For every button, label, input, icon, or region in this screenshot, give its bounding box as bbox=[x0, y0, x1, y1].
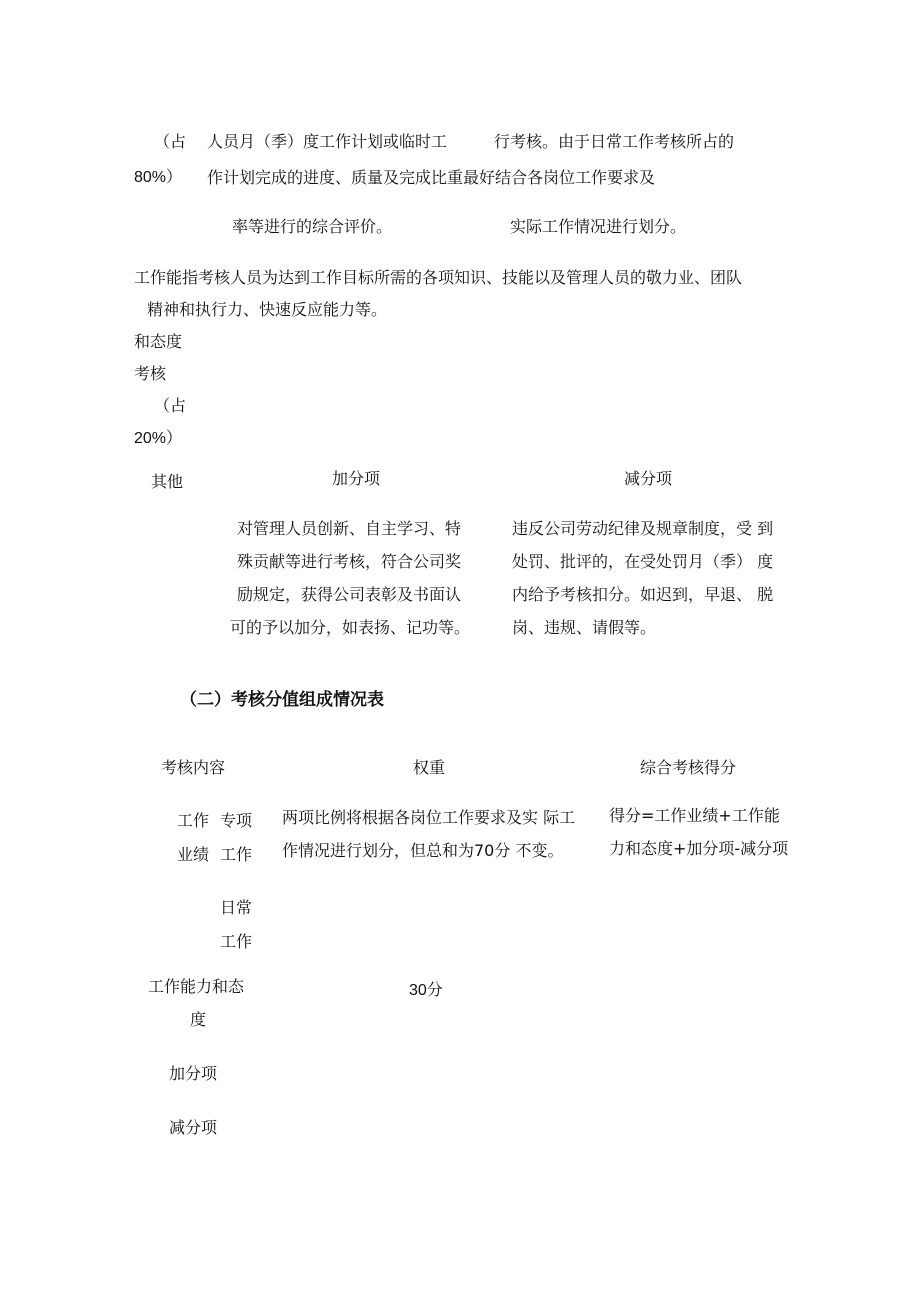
special-work-label-1: 专项 bbox=[220, 811, 253, 830]
score-formula: 得分=工作业绩+工作能力和态度+加分项-减分项 bbox=[609, 806, 789, 858]
share-label-open-2: （占 bbox=[154, 396, 187, 415]
header-content: 考核内容 bbox=[161, 758, 226, 777]
header-score: 综合考核得分 bbox=[640, 758, 737, 777]
routine-work-desc-line2: 作计划完成的进度、质量及完成比重最好结合各岗位工作要求及 bbox=[207, 168, 656, 187]
share-label-open: （占 bbox=[154, 132, 187, 151]
bonus-header: 加分项 bbox=[332, 469, 381, 488]
routine-work-desc-line1: 人员月（季）度工作计划或临时工 bbox=[207, 132, 448, 151]
ability-label-attitude: 和态度 bbox=[134, 332, 183, 351]
bonus-desc-line4: 可的予以加分，如表扬、记功等。 bbox=[230, 618, 471, 637]
routine-work-desc-line3: 率等进行的综合评价。 bbox=[232, 217, 393, 236]
work-performance-label-2: 业绩 bbox=[177, 845, 210, 864]
ability-attitude-label-1: 工作能力和态 bbox=[148, 977, 245, 996]
other-label: 其他 bbox=[151, 472, 184, 491]
header-weight: 权重 bbox=[413, 758, 446, 777]
ability-attitude-label-2: 度 bbox=[190, 1010, 207, 1029]
deduction-header: 减分项 bbox=[624, 469, 673, 488]
special-work-label-2: 工作 bbox=[220, 845, 253, 864]
work-performance-label-1: 工作 bbox=[177, 811, 210, 830]
share-percent-20: 20%） bbox=[134, 430, 183, 447]
ability-attitude-weight: 30分 bbox=[409, 982, 443, 999]
ability-desc-line2: 精神和执行力、快速反应能力等。 bbox=[147, 300, 388, 319]
ability-label-assessment: 考核 bbox=[134, 364, 167, 383]
routine-work-label-2: 工作 bbox=[220, 932, 253, 951]
deduction-desc-line2: 处罚、批评的，在受处罚月（季） 度 bbox=[512, 552, 774, 571]
deduction-item-label: 减分项 bbox=[169, 1118, 218, 1137]
bonus-desc-line1: 对管理人员创新、自主学习、特 bbox=[237, 519, 462, 538]
bonus-desc-line3: 励规定，获得公司表彰及书面认 bbox=[237, 585, 462, 604]
bonus-desc-line2: 殊贡献等进行考核，符合公司奖 bbox=[237, 552, 462, 571]
bonus-item-label: 加分项 bbox=[169, 1064, 218, 1083]
routine-work-label-1: 日常 bbox=[220, 898, 253, 917]
section-heading: （二）考核分值组成情况表 bbox=[180, 690, 384, 710]
deduction-desc-line3: 内给予考核扣分。如迟到，早退、 脱 bbox=[512, 585, 774, 604]
routine-work-desc-right: 行考核。由于日常工作考核所占的 bbox=[494, 132, 735, 151]
share-percent-80: 80%） bbox=[134, 169, 183, 186]
deduction-desc-line4: 岗、违规、请假等。 bbox=[512, 618, 657, 637]
weight-description: 两项比例将根据各岗位工作要求及实 际工作情况进行划分，但总和为70分 不变。 bbox=[282, 808, 576, 860]
ability-desc-line1: 工作能指考核人员为达到工作目标所需的各项知识、技能以及管理人员的敬力业、团队 bbox=[134, 268, 743, 287]
deduction-desc-line1: 违反公司劳动纪律及规章制度，受 到 bbox=[512, 519, 774, 538]
routine-work-desc-line3-right: 实际工作情况进行划分。 bbox=[510, 217, 687, 236]
